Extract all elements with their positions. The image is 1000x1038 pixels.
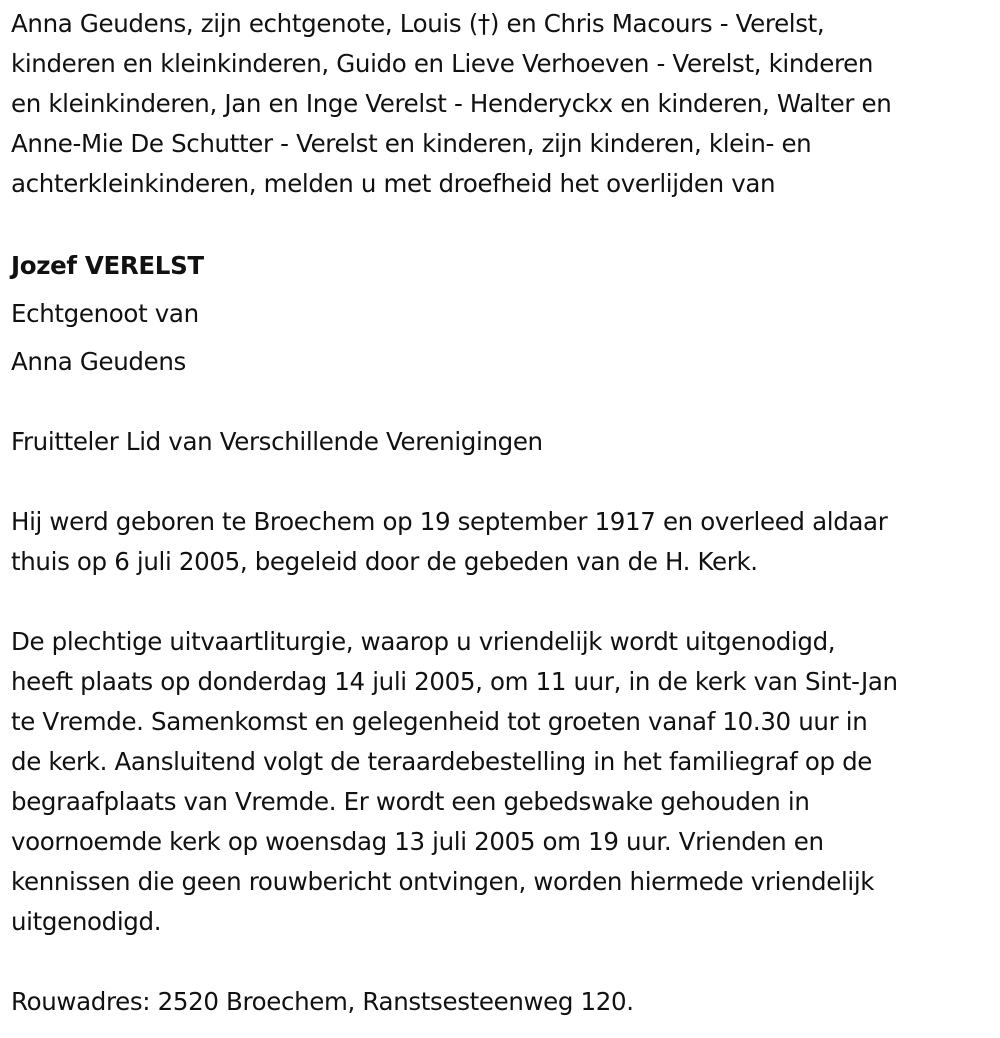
intro-line: kinderen en kleinkinderen, Guido en Lieve Verhoeven - Verelst, kinderen [11,49,874,78]
intro-line: en kleinkinderen, Jan en Inge Verelst - Henderyckx en kinderen, Walter en [11,89,892,118]
spouse-name: Anna Geudens [11,347,186,376]
funeral-line: begraafplaats van Vremde. Er wordt een gebedswake gehouden in [11,787,810,816]
deceased-name: Jozef VERELST [11,251,204,280]
occupation-text: Fruitteler Lid van Verschillende Verenigingen [11,427,543,456]
intro-line: achterkleinkinderen, melden u met droefheid het overlijden van [11,169,776,198]
funeral-line: voornoemde kerk op woensdag 13 juli 2005 om 19 uur. Vrienden en [11,827,824,856]
funeral-line: De plechtige uitvaartliturgie, waarop u vriendelijk wordt uitgenodigd, [11,627,836,656]
funeral-line: uitgenodigd. [11,907,162,936]
intro-paragraph [11,4,993,204]
intro-line: Anna Geudens, zijn echtgenote, Louis (†) en Chris Macours - Verelst, [11,9,825,38]
mourning-address: Rouwadres: 2520 Broechem, Ranstsesteenweg 120. [11,987,634,1016]
birth-death-paragraph [11,502,993,582]
funeral-paragraph [11,622,993,942]
funeral-line: kennissen die geen rouwbericht ontvingen, worden hiermede vriendelijk [11,867,875,896]
birth-death-line: Hij werd geboren te Broechem op 19 september 1917 en overleed aldaar [11,507,888,536]
birth-death-line: thuis op 6 juli 2005, begeleid door de gebeden van de H. Kerk. [11,547,758,576]
funeral-line: te Vremde. Samenkomst en gelegenheid tot groeten vanaf 10.30 uur in [11,707,868,736]
funeral-line: heeft plaats op donderdag 14 juli 2005, om 11 uur, in de kerk van Sint-Jan [11,667,898,696]
spouse-label: Echtgenoot van [11,299,199,328]
intro-line: Anne-Mie De Schutter - Verelst en kinderen, zijn kinderen, klein- en [11,129,812,158]
funeral-line: de kerk. Aansluitend volgt de teraardebestelling in het familiegraf op de [11,747,873,776]
